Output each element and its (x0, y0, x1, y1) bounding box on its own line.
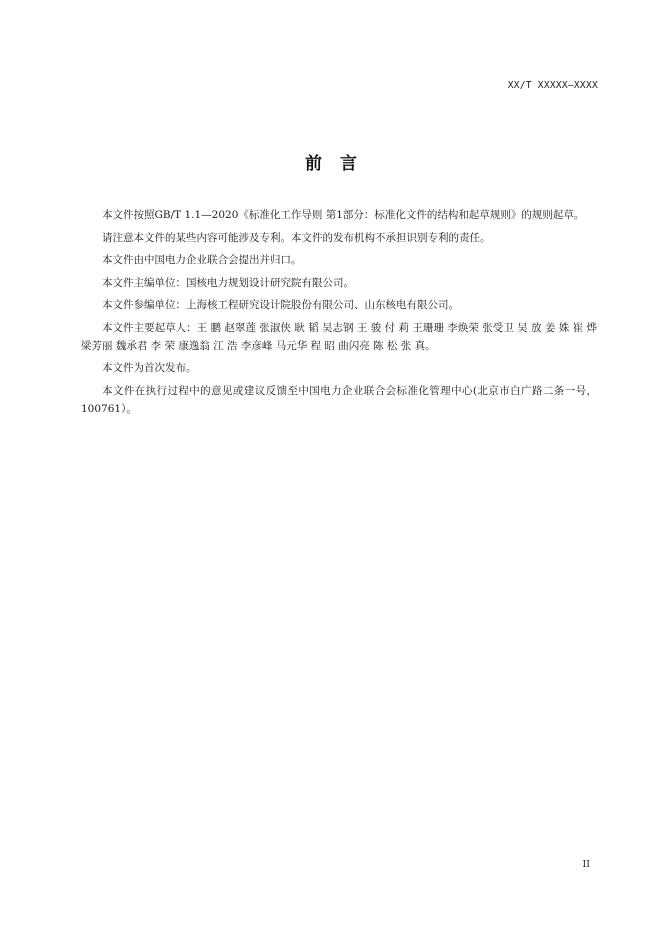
page-title: 前言 (305, 154, 375, 174)
paragraph-drafters: 本文件主要起草人：王 鹏 赵翠莲 张淑侠 耿 韬 吴志钢 王 骏 付 莉 王珊珊 李焕荣 张受卫 吴 放 姜 姝 崔 烨 梁芳丽 魏承君 李 荣 康逸翁 江 浩 李彦峰 马元华 程 昭 曲闪亮 陈 松 张 真。 (81, 321, 597, 352)
paragraph-drafting-rules: 本文件按照GB/T 1.1—2020《标准化工作导则 第1部分：标准化文件的结构和起草规则》的规则起草。 (102, 209, 585, 221)
paragraph-patent-notice: 请注意本文件的某些内容可能涉及专利。本文件的发布机构不承担识别专利的责任。 (102, 231, 491, 244)
paragraph-feedback: 本文件在执行过程中的意见或建议反馈至中国电力企业联合会标准化管理中心(北京市白广路二条一号，100761）。 (81, 384, 597, 415)
paragraph-chief-editor: 本文件主编单位：国核电力规划设计研究院有限公司。 (102, 276, 354, 289)
foreword-body (81, 206, 597, 422)
paragraph-proposer: 本文件由中国电力企业联合会提出并归口。 (102, 254, 302, 266)
document-code: XX/T XXXXX—XXXX (507, 80, 598, 91)
paragraph-first-release: 本文件为首次发布。 (102, 362, 197, 374)
page-number: II (582, 859, 590, 870)
paragraph-participating-units: 本文件参编单位：上海核工程研究设计院股份有限公司、山东核电有限公司。 (102, 299, 459, 311)
